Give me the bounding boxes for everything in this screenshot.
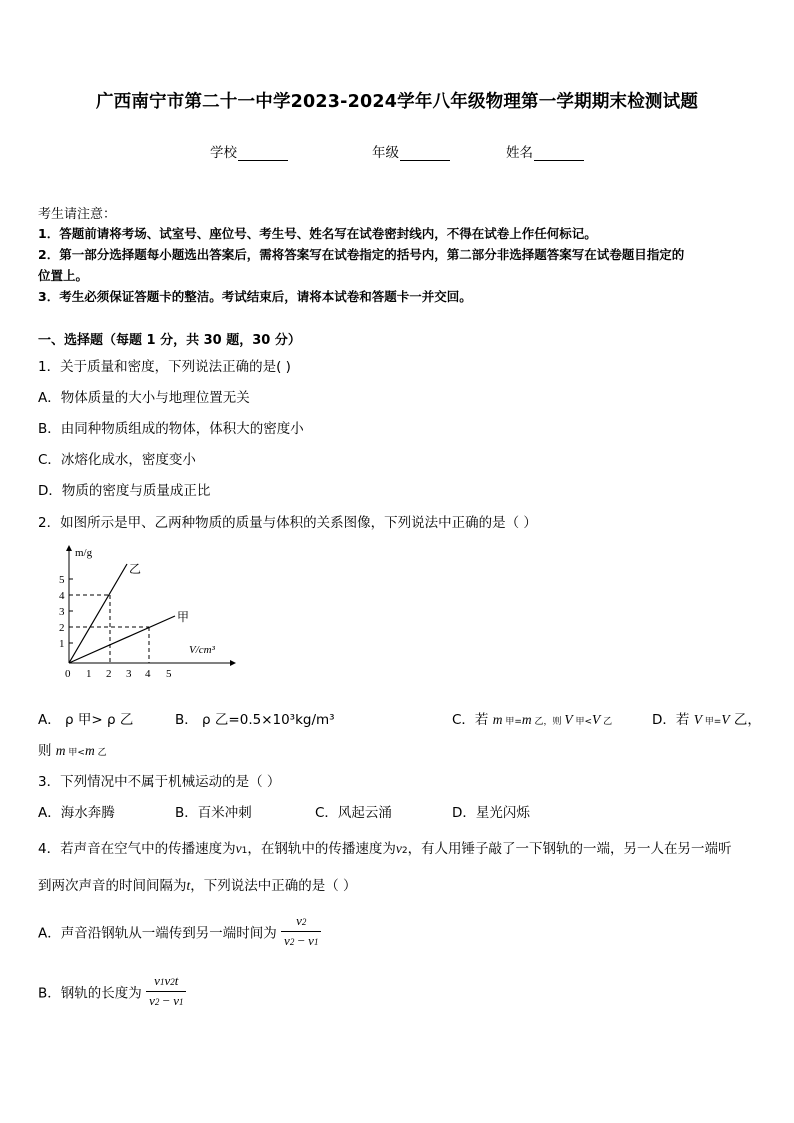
q1-option-a: A．物体质量的大小与地理位置无关 (38, 390, 250, 406)
notice-item: 3．考生必须保证答题卡的整洁。考试结束后，请将本试卷和答题卡一并交回。 (38, 289, 472, 304)
y-tick-label: 5 (59, 574, 65, 586)
question-1-stem: 1．关于质量和密度，下列说法正确的是( ) (38, 359, 291, 375)
q2-option-b: B． ρ 乙=0.5×10³kg/m³ (175, 712, 335, 728)
y-tick-label: 3 (59, 606, 65, 618)
q3-option-d: D．星光闪烁 (452, 805, 530, 821)
fraction: $\frac{v2}{v2 - v1}$ (281, 912, 321, 951)
school-field[interactable] (210, 141, 288, 161)
notice-item: 1．答题前请将考场、试室号、座位号、考生号、姓名写在试卷密封线内，不得在试卷上作任何标记。 (38, 226, 597, 241)
q4-option-a: A．声音沿钢轨从一端传到另一端时间为 $\frac{v2}{v2 - v1}$ (38, 912, 321, 951)
question-4-stem: 4．若声音在空气中的传播速度为v1，在钢轨中的传播速度为v2，有人用锤子敲了一下钢轨的一端，另一人在另一端听 (38, 841, 732, 857)
line-yi-label: 乙 (129, 562, 142, 576)
line-jia (69, 616, 175, 663)
mass-volume-graph (55, 540, 240, 685)
y-tick-label: 2 (59, 622, 65, 634)
origin-label: 0 (65, 668, 71, 680)
grade-field[interactable] (372, 141, 450, 161)
q3-option-a: A．海水奔腾 (38, 805, 115, 821)
q4-option-b: B．钢轨的长度为 $\frac{v1v2t}{v2 - v1}$ (38, 972, 186, 1011)
question-4-stem-continued: 到两次声音的时间间隔为t，下列说法中正确的是（ ） (38, 878, 357, 894)
q2-option-d: D．若 V 甲=V 乙， (652, 712, 761, 728)
notice-item: 2．第一部分选择题每小题选出答案后，需将答案写在试卷指定的括号内，第二部分非选择题答案写在试卷题目指定的 (38, 247, 685, 262)
x-tick-label: 1 (86, 668, 92, 680)
x-axis-label: V/cm³ (189, 644, 215, 656)
school-blank[interactable] (238, 146, 288, 161)
school-label: 学校 (210, 145, 237, 161)
notice-item: 位置上。 (38, 268, 89, 283)
section-heading: 一、选择题（每题 1 分，共 30 题，30 分） (38, 333, 301, 348)
q3-option-b: B．百米冲刺 (175, 805, 252, 821)
name-field[interactable] (506, 141, 584, 161)
q1-option-d: D．物质的密度与质量成正比 (38, 483, 211, 499)
x-tick-label: 5 (166, 668, 172, 680)
question-3-stem: 3．下列情况中不属于机械运动的是（ ） (38, 774, 281, 790)
question-2-stem: 2．如图所示是甲、乙两种物质的质量与体积的关系图像，下列说法中正确的是（ ） (38, 515, 537, 531)
q1-option-b: B．由同种物质组成的物体，体积大的密度小 (38, 421, 304, 437)
notice-heading: 考生请注意： (38, 207, 117, 222)
x-tick-label: 2 (106, 668, 112, 680)
name-blank[interactable] (534, 146, 584, 161)
name-label: 姓名 (506, 145, 533, 161)
q2-option-d-continued: 则 m 甲<m 乙 (38, 743, 107, 759)
line-jia-label: 甲 (177, 610, 190, 624)
x-tick-label: 4 (145, 668, 151, 680)
q1-option-c: C．冰熔化成水，密度变小 (38, 452, 196, 468)
x-tick-label: 3 (126, 668, 132, 680)
q2-option-a: A． ρ 甲> ρ 乙 (38, 712, 134, 728)
line-yi (69, 564, 127, 663)
grade-blank[interactable] (400, 146, 450, 161)
fraction: $\frac{v1v2t}{v2 - v1}$ (146, 972, 186, 1011)
y-tick-label: 1 (59, 638, 65, 650)
q3-option-c: C．风起云涌 (315, 805, 392, 821)
page-title: 广西南宁市第二十一中学2023-2024学年八年级物理第一学期期末检测试题 (95, 92, 699, 112)
y-tick-label: 4 (59, 590, 65, 602)
grade-label: 年级 (372, 145, 399, 161)
y-axis-label: m/g (75, 547, 93, 559)
q2-option-c: C．若 m 甲=m 乙，则 V 甲<V 乙 (452, 712, 613, 728)
